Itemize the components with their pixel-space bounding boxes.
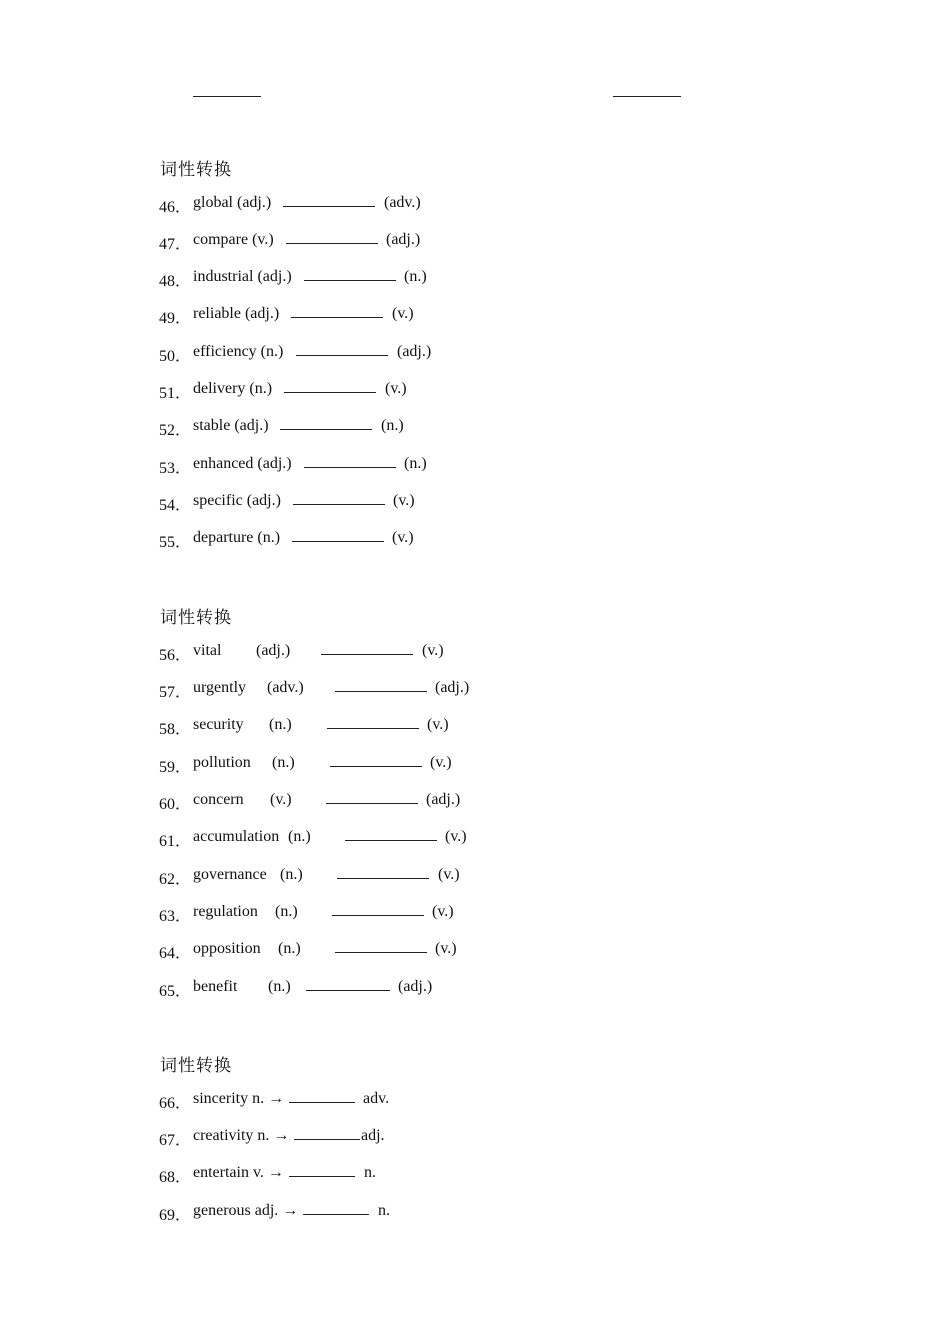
item-number: 53． <box>159 460 192 477</box>
item-number: 52． <box>159 422 192 439</box>
target-pos: (v.) <box>392 529 414 546</box>
source-word: departure (n.) <box>193 529 281 546</box>
answer-blank[interactable] <box>283 194 375 207</box>
source-word: enhanced (adj.) <box>193 455 292 472</box>
item-number: 61． <box>159 833 192 850</box>
source-word: governance <box>193 866 267 883</box>
answer-blank[interactable] <box>304 455 396 468</box>
answer-blank[interactable] <box>286 231 378 244</box>
source-pos: (n.) <box>275 903 298 920</box>
answer-blank[interactable] <box>296 343 388 356</box>
item-number: 64． <box>159 945 192 962</box>
item-number: 47． <box>159 236 192 253</box>
target-pos: (adv.) <box>384 194 421 211</box>
source-word: sincerity n. → <box>193 1090 285 1107</box>
answer-blank[interactable] <box>291 305 383 318</box>
target-pos: (v.) <box>422 642 444 659</box>
item-number: 48． <box>159 273 192 290</box>
item-number: 56． <box>159 647 192 664</box>
target-pos: (v.) <box>385 380 407 397</box>
source-word: specific (adj.) <box>193 492 281 509</box>
answer-blank[interactable] <box>332 903 424 916</box>
source-pos: (n.) <box>288 828 311 845</box>
answer-blank[interactable] <box>292 529 384 542</box>
source-word: compare (v.) <box>193 231 274 248</box>
target-pos: (v.) <box>438 866 460 883</box>
item-number: 62． <box>159 871 192 888</box>
item-number: 69． <box>159 1207 192 1224</box>
source-word: stable (adj.) <box>193 417 269 434</box>
source-word: delivery (n.) <box>193 380 273 397</box>
source-word: concern <box>193 791 244 808</box>
source-word: reliable (adj.) <box>193 305 280 322</box>
answer-blank-top-right[interactable] <box>613 96 681 97</box>
item-number: 50． <box>159 348 192 365</box>
target-pos: (v.) <box>445 828 467 845</box>
target-pos: (v.) <box>393 492 415 509</box>
item-number: 65． <box>159 983 192 1000</box>
source-word: industrial (adj.) <box>193 268 292 285</box>
source-word: pollution <box>193 754 251 771</box>
item-number: 66． <box>159 1095 192 1112</box>
answer-blank[interactable] <box>280 417 372 430</box>
item-number: 63． <box>159 908 192 925</box>
target-pos: (adj.) <box>398 978 433 995</box>
target-pos: (n.) <box>404 268 427 285</box>
source-pos: (n.) <box>272 754 295 771</box>
item-number: 68． <box>159 1169 192 1186</box>
source-word: generous adj. → <box>193 1202 299 1219</box>
item-number: 55． <box>159 534 192 551</box>
target-pos: n. <box>378 1202 390 1219</box>
answer-blank[interactable] <box>303 1202 369 1215</box>
item-number: 49． <box>159 310 192 327</box>
source-pos: (n.) <box>269 716 292 733</box>
source-word: regulation <box>193 903 258 920</box>
target-pos: (v.) <box>427 716 449 733</box>
answer-blank[interactable] <box>293 492 385 505</box>
target-pos: (v.) <box>430 754 452 771</box>
item-number: 58． <box>159 721 192 738</box>
source-pos: (n.) <box>278 940 301 957</box>
answer-blank[interactable] <box>304 268 396 281</box>
answer-blank[interactable] <box>330 754 422 767</box>
source-word: security <box>193 716 244 733</box>
target-pos: (n.) <box>381 417 404 434</box>
section-title: 词性转换 <box>160 160 232 180</box>
source-word: entertain v. → <box>193 1164 284 1181</box>
source-pos: (adj.) <box>256 642 291 659</box>
target-pos: adj. <box>361 1127 385 1144</box>
answer-blank[interactable] <box>337 866 429 879</box>
target-pos: (adj.) <box>386 231 421 248</box>
answer-blank[interactable] <box>335 940 427 953</box>
answer-blank[interactable] <box>284 380 376 393</box>
answer-blank[interactable] <box>345 828 437 841</box>
item-number: 57． <box>159 684 192 701</box>
source-pos: (n.) <box>280 866 303 883</box>
source-word: accumulation <box>193 828 280 845</box>
answer-blank[interactable] <box>306 978 390 991</box>
answer-blank[interactable] <box>327 716 419 729</box>
answer-blank[interactable] <box>335 679 427 692</box>
source-word: benefit <box>193 978 238 995</box>
source-word: opposition <box>193 940 261 957</box>
source-word: urgently <box>193 679 247 696</box>
source-word: vital <box>193 642 222 659</box>
target-pos: (v.) <box>435 940 457 957</box>
target-pos: (v.) <box>392 305 414 322</box>
answer-blank-top-left[interactable] <box>193 96 261 97</box>
item-number: 51． <box>159 385 192 402</box>
source-word: global (adj.) <box>193 194 272 211</box>
item-number: 67． <box>159 1132 192 1149</box>
source-pos: (adv.) <box>267 679 304 696</box>
target-pos: (v.) <box>432 903 454 920</box>
source-word: creativity n. → <box>193 1127 290 1144</box>
target-pos: adv. <box>363 1090 390 1107</box>
source-pos: (v.) <box>270 791 292 808</box>
section-title: 词性转换 <box>160 1056 232 1076</box>
target-pos: (adj.) <box>397 343 432 360</box>
answer-blank[interactable] <box>294 1127 360 1140</box>
source-word: efficiency (n.) <box>193 343 284 360</box>
target-pos: (adj.) <box>435 679 470 696</box>
answer-blank[interactable] <box>289 1090 355 1103</box>
answer-blank[interactable] <box>326 791 418 804</box>
item-number: 46． <box>159 199 192 216</box>
target-pos: n. <box>364 1164 376 1181</box>
source-pos: (n.) <box>268 978 291 995</box>
section-title: 词性转换 <box>160 608 232 628</box>
target-pos: (adj.) <box>426 791 461 808</box>
answer-blank[interactable] <box>289 1164 355 1177</box>
item-number: 60． <box>159 796 192 813</box>
target-pos: (n.) <box>404 455 427 472</box>
item-number: 59． <box>159 759 192 776</box>
answer-blank[interactable] <box>321 642 413 655</box>
item-number: 54． <box>159 497 192 514</box>
